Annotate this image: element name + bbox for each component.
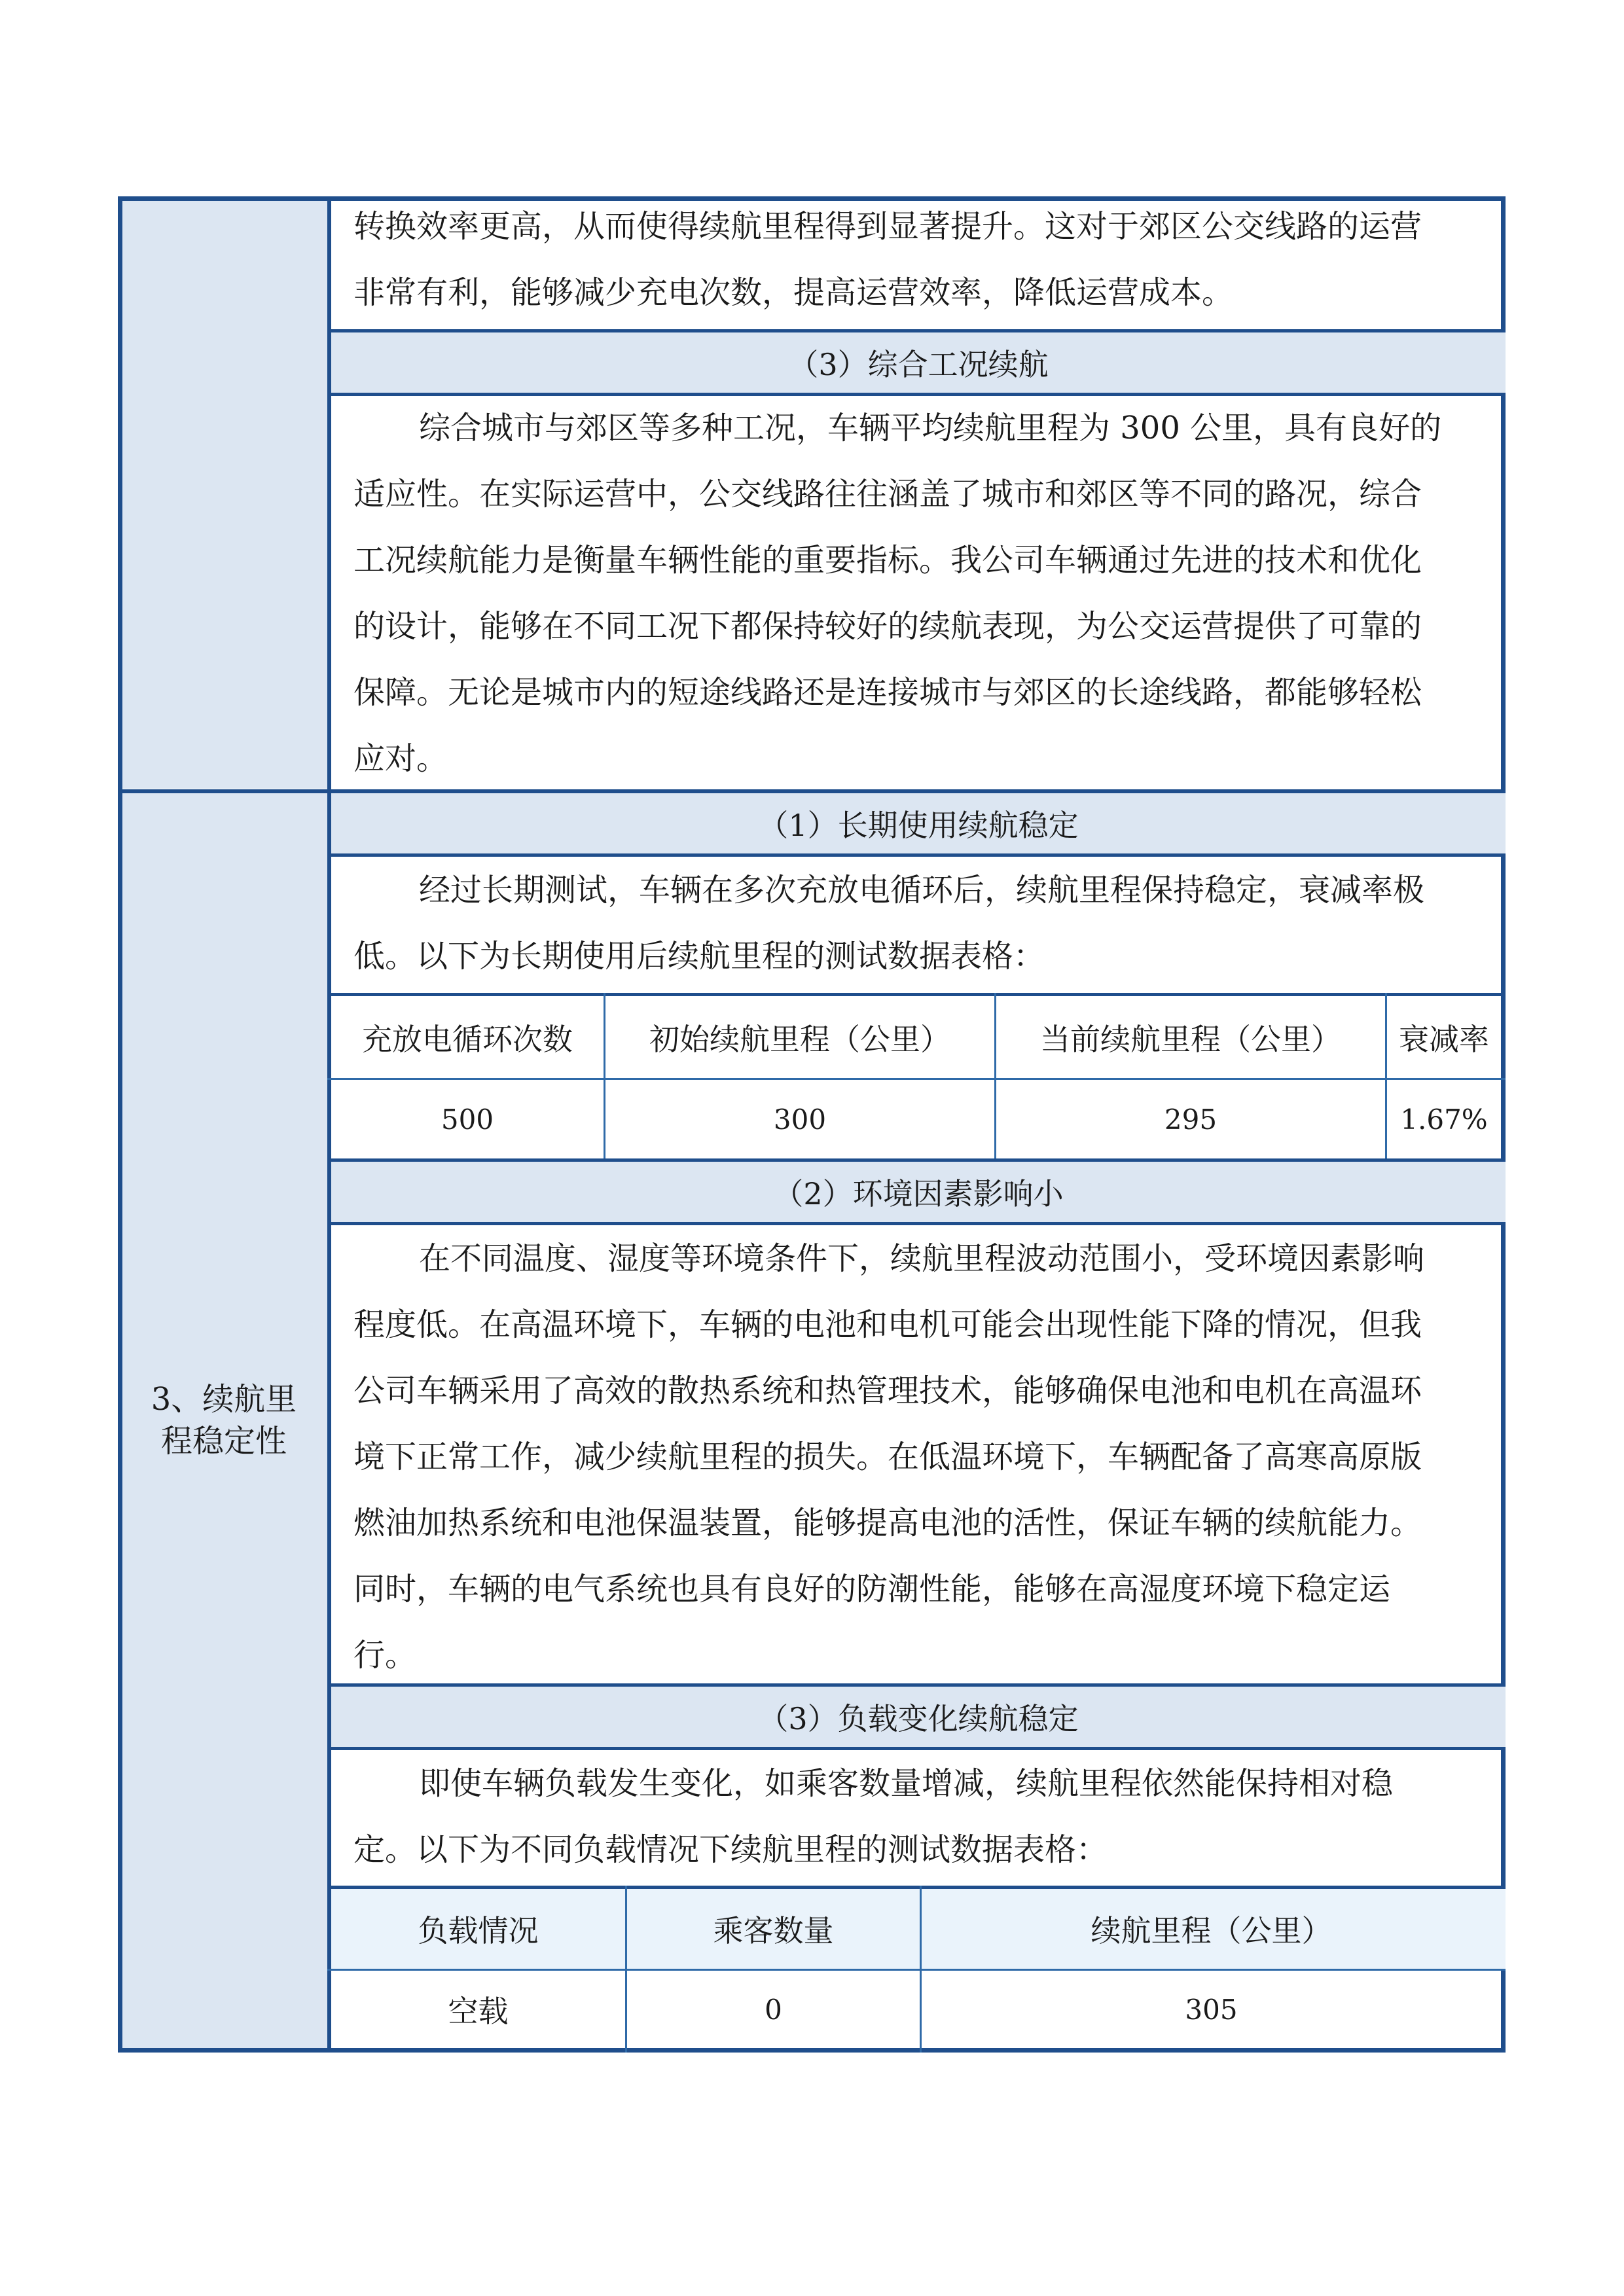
paragraph-environment [353, 1226, 1486, 1689]
divider [327, 1158, 1506, 1162]
table1-header-decay-rate: 衰减率 [1399, 1021, 1489, 1057]
table1-cell-initial-range: 300 [773, 1103, 827, 1136]
table1-cell-cycles: 500 [441, 1103, 494, 1136]
text-line: 同时，车辆的电气系统也具有良好的防潮性能，能够在高湿度环境下稳定运 [353, 1571, 1391, 1607]
text-line: 应对。 [353, 740, 448, 777]
table2-header-range: 续航里程（公里） [1091, 1913, 1332, 1948]
text-line: 保障。无论是城市内的短途线路还是连接城市与郊区的长途线路，都能够轻松 [353, 674, 1422, 711]
divider [327, 1222, 1506, 1225]
section-label-line: 程稳定性 [160, 1423, 287, 1460]
paragraph-comprehensive-range [353, 395, 1486, 792]
text-line: 工况续航能力是衡量车辆性能的重要指标。我公司车辆通过先进的技术和优化 [353, 542, 1422, 579]
text-line: 经过长期测试，车辆在多次充放电循环后，续航里程保持稳定，衰减率极 [419, 872, 1425, 908]
section-label-range-stability [122, 1378, 325, 1462]
text-line: 境下正常工作，减少续航里程的损失。在低温环境下，车辆配备了高寒高原版 [353, 1439, 1422, 1475]
text-line: 在不同温度、湿度等环境条件下，续航里程波动范围小，受环境因素影响 [419, 1240, 1425, 1277]
table1-header-initial-range: 初始续航里程（公里） [649, 1021, 950, 1057]
text-line: 适应性。在实际运营中，公交线路往往涵盖了城市和郊区等不同的路况，综合 [353, 476, 1422, 512]
subheader-environment-impact: （2）环境因素影响小 [331, 1162, 1506, 1222]
paragraph-top [353, 194, 1486, 326]
divider [327, 329, 1506, 332]
text-line: 转换效率更高，从而使得续航里程得到显著提升。这对于郊区公交线路的运营 [353, 208, 1422, 245]
section-label-line: 3、续航里 [151, 1381, 297, 1418]
text-line: 公司车辆采用了高效的散热系统和热管理技术，能够确保电池和电机在高温环 [353, 1372, 1422, 1409]
subheader-comprehensive-range: （3）综合工况续航 [331, 332, 1506, 393]
table2-header-load: 负载情况 [418, 1913, 539, 1948]
table1-header-cycles: 充放电循环次数 [362, 1021, 573, 1057]
text-line: 的设计，能够在不同工况下都保持较好的续航表现，为公交运营提供了可靠的 [353, 608, 1422, 645]
table2-cell-passengers: 0 [765, 1993, 782, 2026]
text-line: 定。以下为不同负载情况下续航里程的测试数据表格： [353, 1831, 1108, 1868]
subheader-load-stability: （3）负载变化续航稳定 [331, 1687, 1506, 1747]
paragraph-long-term [353, 857, 1486, 990]
table1-cell-current-range: 295 [1164, 1103, 1218, 1136]
text-line: 行。 [353, 1637, 417, 1674]
table2-header-passengers: 乘客数量 [713, 1913, 834, 1948]
text-line: 综合城市与郊区等多种工况，车辆平均续航里程为 300 公里，具有良好的 [419, 410, 1442, 446]
table2-cell-range: 305 [1185, 1993, 1238, 2026]
text-line: 低。以下为长期使用后续航里程的测试数据表格： [353, 938, 1045, 975]
text-line: 非常有利，能够减少充电次数，提高运营效率，降低运营成本。 [353, 274, 1234, 311]
subheader-long-term-stability: （1）长期使用续航稳定 [331, 793, 1506, 853]
divider [327, 853, 1506, 857]
text-line: 即使车辆负载发生变化，如乘客数量增减，续航里程依然能保持相对稳 [419, 1765, 1394, 1802]
text-line: 程度低。在高温环境下，车辆的电池和电机可能会出现性能下降的情况，但我 [353, 1306, 1422, 1343]
text-line: 燃油加热系统和电池保温装置，能够提高电池的活性，保证车辆的续航能力。 [353, 1505, 1422, 1541]
table1-header-current-range: 当前续航里程（公里） [1040, 1021, 1341, 1057]
divider [327, 1747, 1506, 1750]
table1-cell-decay-rate: 1.67% [1400, 1103, 1488, 1136]
left-column-top [122, 201, 329, 789]
table2-cell-load: 空载 [448, 1994, 509, 2029]
paragraph-load-change [353, 1751, 1486, 1883]
